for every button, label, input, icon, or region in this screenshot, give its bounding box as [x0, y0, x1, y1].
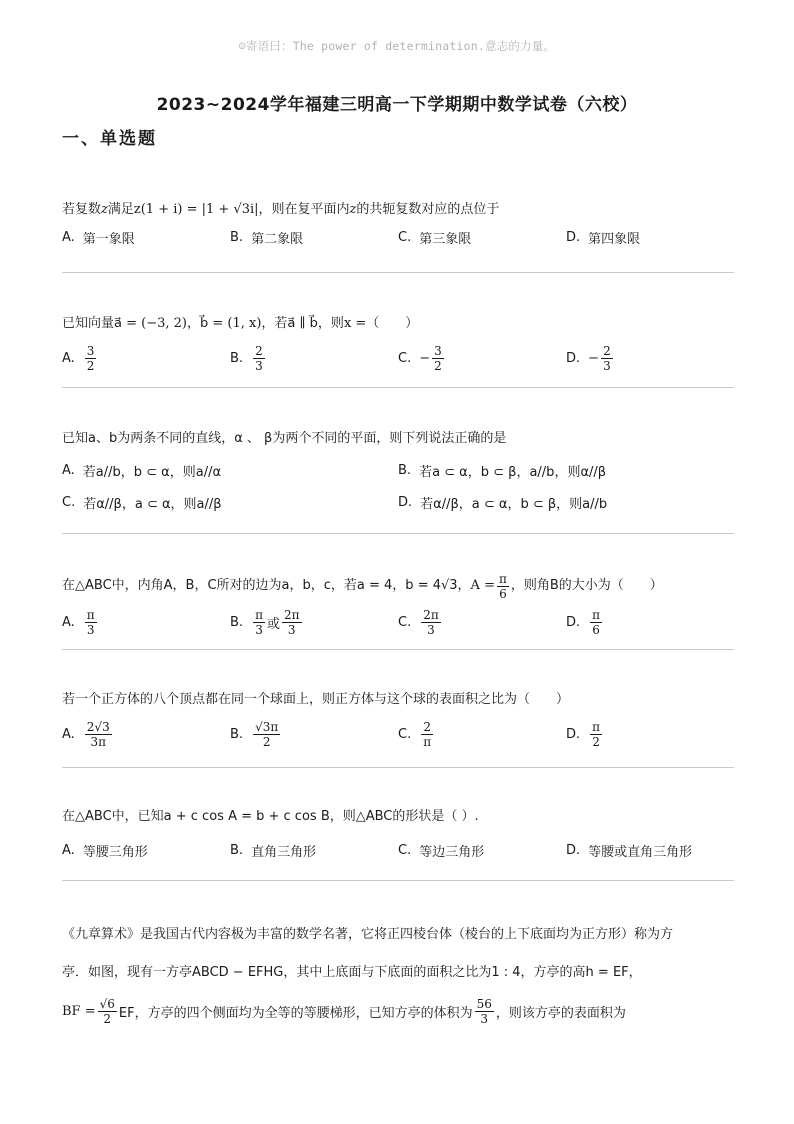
option-b[interactable] [398, 457, 606, 483]
question-6 [62, 807, 734, 861]
option-text: 若a ⊂ α，b ⊂ β，a//b，则α//β [419, 464, 607, 480]
option-a[interactable] [62, 226, 135, 248]
stem-fraction [475, 997, 494, 1026]
fraction-numerator: √3π [255, 719, 279, 734]
fraction-denominator: 6 [592, 622, 600, 637]
option-text: 等边三角形 [419, 844, 485, 860]
stem-text: 已知向量 [62, 316, 115, 331]
divider [62, 533, 734, 534]
question-1 [62, 200, 734, 248]
option-sign: − [419, 350, 431, 366]
divider [62, 767, 734, 768]
stem-math: z [101, 202, 108, 217]
divider [62, 880, 734, 881]
option-letter: D. [566, 229, 581, 245]
option-b[interactable] [230, 716, 282, 752]
divider [62, 387, 734, 388]
options [62, 226, 734, 248]
option-text: 直角三角形 [251, 844, 317, 860]
question-3 [62, 429, 734, 515]
option-letter: A. [62, 350, 75, 366]
option-b[interactable] [230, 604, 304, 640]
stem-math: a⃗ = (−3, 2)，b⃗ = (1, x) [114, 316, 262, 331]
fraction-denominator: 3 [603, 358, 611, 373]
option-a[interactable] [62, 457, 221, 483]
stem-math: z [349, 202, 357, 217]
divider [62, 649, 734, 650]
stem-text: ，则角B的大小为（ ） [510, 578, 663, 593]
question-4 [62, 568, 734, 640]
fraction-numerator: π [498, 571, 507, 586]
fraction-numerator: 3 [434, 343, 442, 358]
option-d[interactable] [566, 604, 604, 640]
stem-math: BF = [62, 1003, 96, 1019]
option-text: 第一象限 [82, 231, 135, 247]
option-text: 等腰三角形 [82, 844, 148, 860]
option-a[interactable] [62, 340, 98, 376]
fraction-numerator: 2π [423, 607, 439, 622]
question-stem [62, 568, 734, 604]
fraction-numerator: 2 [255, 343, 263, 358]
option-letter: A. [62, 462, 75, 478]
option-c[interactable] [398, 340, 446, 376]
option-letter: B. [398, 462, 412, 478]
option-letter: A. [62, 726, 75, 742]
fraction-denominator: 3 [427, 622, 435, 637]
stem-math: x = [343, 316, 367, 331]
option-c[interactable] [398, 716, 435, 752]
option-letter: C. [62, 494, 76, 510]
option-letter: B. [230, 350, 244, 366]
fraction-numerator: 2 [603, 343, 611, 358]
options [62, 604, 734, 640]
option-d[interactable] [566, 340, 615, 376]
option-letter: B. [230, 726, 244, 742]
stem-math: z(1 + i) = |1 + √3i| [133, 202, 259, 217]
option-letter: A. [62, 229, 75, 245]
stem-text: 满足 [107, 202, 134, 217]
options [62, 716, 734, 752]
section-heading: 一、单选题 [62, 129, 157, 149]
fraction-denominator: 3 [86, 622, 95, 637]
option-d[interactable] [566, 839, 692, 861]
option-letter: B. [230, 614, 244, 630]
option-sign: − [588, 350, 600, 366]
stem-text: ，若 [261, 316, 288, 331]
option-b[interactable] [230, 340, 267, 376]
option-text: 等腰或直角三角形 [588, 844, 693, 860]
question-5 [62, 690, 734, 752]
fraction-numerator: 2 [423, 719, 431, 734]
option-fraction [85, 608, 97, 637]
option-fraction [590, 720, 602, 749]
fraction-numerator: 56 [476, 996, 492, 1011]
option-letter: D. [398, 494, 413, 510]
fraction-numerator: π [86, 607, 95, 622]
page-title: 2023~2024学年福建三明高一下学期期中数学试卷（六校） [156, 95, 638, 115]
option-d[interactable] [566, 716, 604, 752]
option-fraction [253, 720, 280, 749]
options [62, 340, 734, 376]
fraction-denominator: 3 [255, 358, 263, 373]
stem-math: A = [470, 578, 495, 593]
option-text: 第二象限 [251, 231, 304, 247]
option-d[interactable] [566, 226, 640, 248]
option-fraction [590, 608, 602, 637]
question-line [62, 989, 734, 1033]
fraction-numerator: √6 [99, 996, 115, 1011]
option-c[interactable] [398, 604, 443, 640]
option-fraction [601, 344, 613, 373]
stem-text: 若复数 [62, 202, 102, 217]
option-a[interactable] [62, 716, 114, 752]
stem-math: a⃗ ∥ b⃗ [287, 316, 318, 331]
option-fraction [282, 608, 302, 637]
options-row-1 [62, 457, 734, 483]
divider [62, 272, 734, 273]
option-letter: D. [566, 350, 581, 366]
question-7 [62, 913, 734, 1033]
option-text: 若a//b，b ⊂ α，则a//α [82, 464, 222, 480]
option-fraction [85, 344, 97, 373]
fraction-denominator: 6 [499, 586, 507, 601]
option-text: 第四象限 [588, 231, 641, 247]
fraction-denominator: 2 [86, 358, 95, 373]
fraction-denominator: 3 [287, 622, 296, 637]
option-conjunction: 或 [266, 616, 280, 632]
option-letter: B. [230, 842, 244, 858]
option-letter: D. [566, 842, 581, 858]
stem-fraction [497, 572, 509, 601]
option-fraction [85, 720, 112, 749]
option-fraction [421, 608, 441, 637]
option-a[interactable] [62, 839, 148, 861]
options-row-2 [62, 489, 734, 515]
option-letter: D. [566, 614, 581, 630]
fraction-denominator: π [423, 734, 432, 749]
fraction-denominator: 2 [592, 734, 600, 749]
stem-text: 在△ABC中，内角A，B，C所对的边为a，b，c，若a = 4，b = 4√3， [62, 578, 471, 593]
option-letter: D. [566, 726, 581, 742]
question-line: 亭．如图，现有一方亭ABCD − EFHG，其中上底面与下底面的面积之比为1 : 4，方亭的高h = EF， [62, 964, 642, 980]
fraction-numerator: 3 [86, 343, 95, 358]
option-c[interactable] [398, 839, 484, 861]
fraction-numerator: π [592, 719, 601, 734]
question-line: 《九章算术》是我国古代内容极为丰富的数学名著，它将正四棱台体（棱台的上下底面均为正方形）称为方 [62, 926, 674, 942]
option-text: 若α//β，a ⊂ α，则a//β [83, 496, 222, 512]
option-fraction [432, 344, 444, 373]
fraction-denominator: 2 [262, 734, 271, 749]
option-letter: C. [398, 842, 412, 858]
fraction-denominator: 2 [103, 1011, 112, 1026]
option-text: 第三象限 [419, 231, 472, 247]
fraction-numerator: π [592, 607, 601, 622]
question-stem [62, 314, 734, 334]
option-d[interactable] [398, 489, 607, 515]
question-stem: 在△ABC中，已知a + c cos A = b + c cos B，则△ABC的形状是（ ）. [62, 809, 479, 824]
question-stem: 若一个正方体的八个顶点都在同一个球面上，则正方体与这个球的表面积之比为（ ） [62, 692, 570, 707]
option-letter: C. [398, 350, 412, 366]
fraction-denominator: 3 [480, 1011, 489, 1026]
options [62, 839, 734, 861]
fraction-numerator: 2π [283, 607, 300, 622]
option-fraction [421, 720, 433, 749]
option-letter: A. [62, 842, 75, 858]
stem-text: ，则 [317, 316, 344, 331]
question-2 [62, 314, 734, 376]
watermark: ☺寄语曰：The power of determination.意志的力量。 [238, 39, 556, 53]
option-c[interactable] [62, 489, 222, 515]
fraction-denominator: 3π [90, 734, 107, 749]
stem-text: EF，方亭的四个侧面均为全等的等腰梯形，已知方亭的体积为 [118, 1005, 473, 1021]
stem-fraction [98, 997, 117, 1026]
stem-text: 的共轭复数对应的点位于 [356, 202, 500, 217]
option-letter: A. [62, 614, 75, 630]
question-stem: 已知a、b为两条不同的直线，α 、 β为两个不同的平面，则下列说法正确的是 [62, 431, 507, 446]
fraction-numerator: 2√3 [86, 719, 110, 734]
option-b[interactable] [230, 226, 303, 248]
option-letter: B. [230, 229, 244, 245]
option-letter: C. [398, 726, 412, 742]
option-b[interactable] [230, 839, 316, 861]
stem-text: （ ） [366, 316, 419, 331]
fraction-numerator: π [255, 607, 263, 622]
option-fraction [253, 344, 265, 373]
question-stem [62, 200, 734, 220]
fraction-denominator: 2 [434, 358, 442, 373]
option-fraction [253, 608, 265, 637]
stem-text: ，则该方亭的表面积为 [495, 1005, 626, 1021]
option-c[interactable] [398, 226, 471, 248]
fraction-denominator: 3 [255, 622, 263, 637]
option-letter: C. [398, 614, 412, 630]
stem-text: ，则在复平面内 [258, 202, 350, 217]
option-text: 若α//β，a ⊂ α，b ⊂ β，则a//b [420, 496, 608, 512]
option-a[interactable] [62, 604, 99, 640]
option-letter: C. [398, 229, 412, 245]
